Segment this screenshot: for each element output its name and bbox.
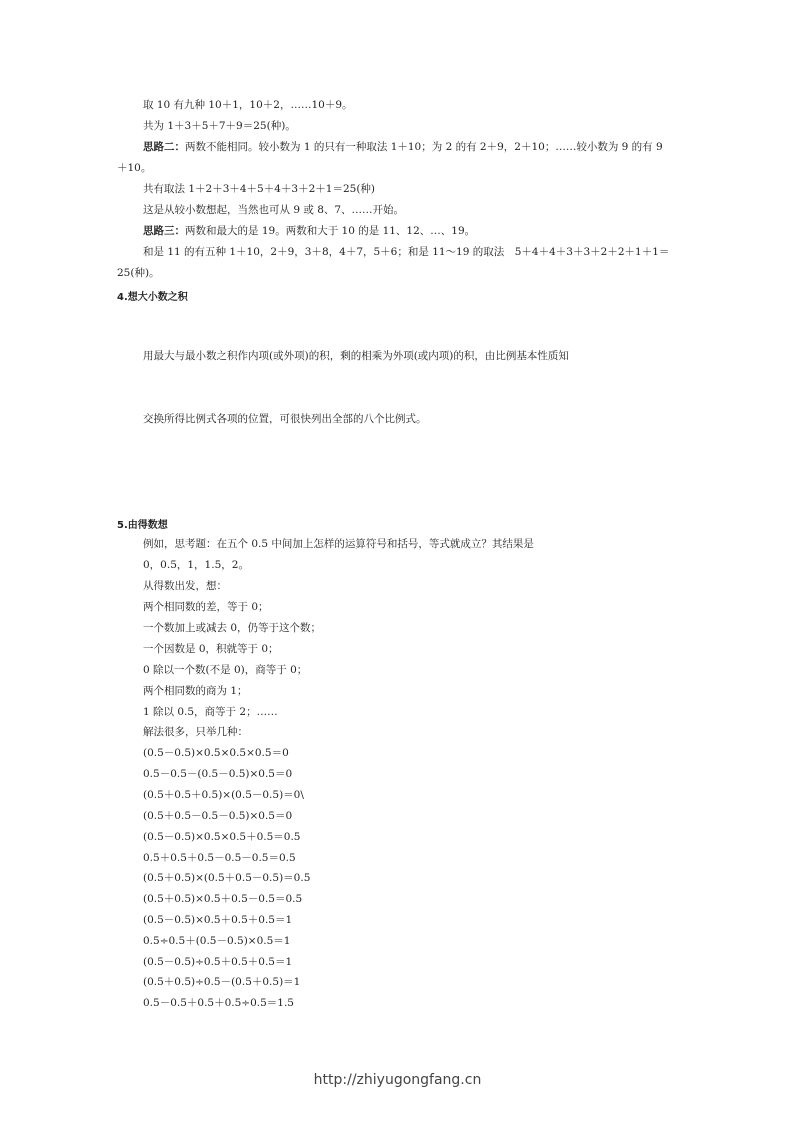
- section-heading: 4.想大小数之积: [117, 292, 188, 303]
- equation: (0.5＋0.5－0.5－0.5)×0.5＝0: [143, 810, 293, 822]
- text-line: 1 除以 0.5，商等于 2；……: [143, 706, 278, 718]
- equation: (0.5－0.5)×0.5×0.5＋0.5＝0.5: [143, 831, 301, 843]
- paragraph: 用最大与最小数之积作内项(或外项)的积，剩的相乘为外项(或内项)的积，由比例基本性质知: [143, 350, 569, 362]
- text-line: 0 除以一个数(不是 0)，商等于 0；: [143, 664, 308, 676]
- equation: 0.5－0.5＋0.5＋0.5÷0.5＝1.5: [143, 997, 294, 1009]
- text-line: 例如，思考题：在五个 0.5 中间加上怎样的运算符号和括号，等式就成立？其结果是: [143, 538, 534, 550]
- footer-url: [0, 1072, 793, 1088]
- footer-url-text: http://zhiyugongfang.cn: [313, 1072, 482, 1088]
- text-line: [143, 140, 663, 154]
- text-line: 两个相同数的商为 1；: [143, 685, 248, 697]
- text-line: 解法很多，只举几种：: [143, 726, 248, 738]
- idea-text: 两数不能相同。较小数为 1 的只有一种取法 1＋10；为 2 的有 2＋9，2＋10；……较小数为 9 的有 9: [185, 141, 663, 153]
- equation: (0.5＋0.5＋0.5)×(0.5－0.5)＝0\: [143, 789, 304, 801]
- text-line: ＋10。: [117, 162, 152, 174]
- paragraph: 交换所得比例式各项的位置，可很快列出全部的八个比例式。: [143, 413, 427, 425]
- equation: 0.5－0.5－(0.5－0.5)×0.5＝0: [143, 768, 293, 780]
- idea-text: 两数和最大的是 19。两数和大于 10 的是 11、12、…、19。: [185, 225, 476, 237]
- text-line: [143, 224, 475, 238]
- equation: (0.5＋0.5)÷0.5－(0.5＋0.5)＝1: [143, 976, 301, 988]
- equation: (0.5＋0.5)×0.5＋0.5－0.5＝0.5: [143, 893, 303, 905]
- equation: (0.5＋0.5)×(0.5＋0.5－0.5)＝0.5: [143, 872, 311, 884]
- text-line: 一个因数是 0，积就等于 0；: [143, 643, 279, 655]
- equation: 0.5＋0.5＋0.5－0.5－0.5＝0.5: [143, 852, 296, 864]
- text-line: 25(种)。: [117, 267, 160, 279]
- text-line: 0，0.5，1，1.5，2。: [143, 559, 249, 571]
- text-line: 和是 11 的有五种 1＋10，2＋9，3＋8，4＋7，5＋6；和是 11～19 的取法 5＋4＋4＋3＋3＋2＋2＋1＋1＝: [143, 246, 670, 258]
- section-heading: 5.由得数想: [117, 520, 168, 531]
- idea-label: 思路二：: [143, 141, 185, 153]
- text-line: 两个相同数的差，等于 0；: [143, 601, 269, 613]
- equation: (0.5－0.5)×0.5×0.5×0.5＝0: [143, 747, 289, 759]
- text-line: 一个数加上或减去 0，仍等于这个数；: [143, 622, 322, 634]
- text-line: 从得数出发，想：: [143, 580, 227, 592]
- equation: 0.5÷0.5＋(0.5－0.5)×0.5＝1: [143, 935, 291, 947]
- idea-label: 思路三：: [143, 225, 185, 237]
- equation: (0.5－0.5)÷0.5＋0.5＋0.5＝1: [143, 956, 293, 968]
- text-line: 共有取法 1＋2＋3＋4＋5＋4＋3＋2＋1＝25(种): [143, 183, 376, 195]
- equation: (0.5－0.5)×0.5＋0.5＋0.5＝1: [143, 914, 293, 926]
- text-line: 取 10 有九种 10＋1，10＋2，……10＋9。: [143, 99, 353, 111]
- text-line: 共为 1＋3＋5＋7＋9＝25(种)。: [143, 120, 296, 132]
- text-line: 这是从较小数想起，当然也可从 9 或 8、7、……开始。: [143, 204, 405, 216]
